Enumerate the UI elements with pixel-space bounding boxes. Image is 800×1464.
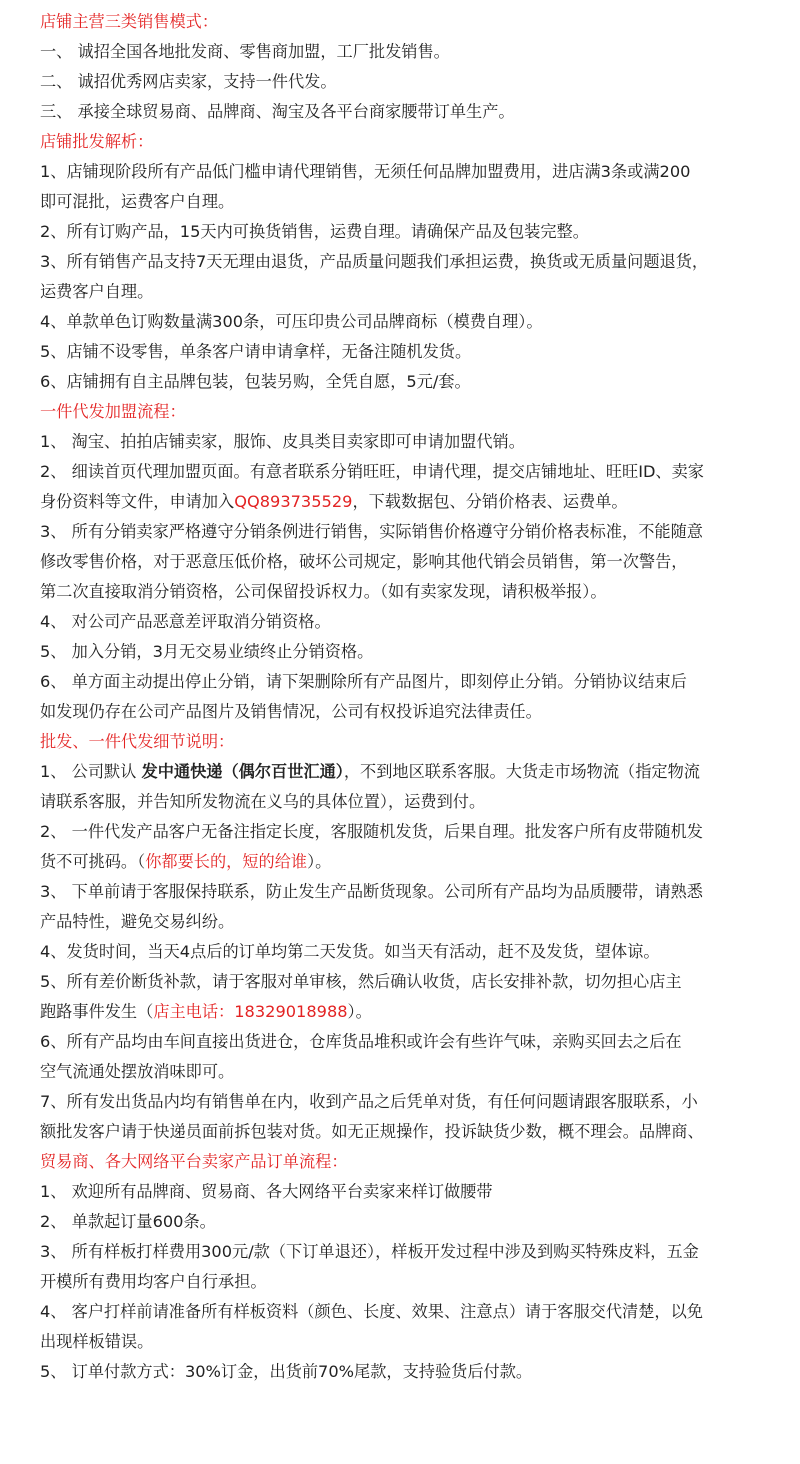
text-line: 5、 加入分销，3月无交易业绩终止分销资格。 xyxy=(40,642,374,661)
text-line: 二、 诚招优秀网店卖家，支持一件代发。 xyxy=(40,72,337,91)
text-line: 2、 一件代发产品客户无备注指定长度，客服随机发货，后果自理。批发客户所有皮带随机发 xyxy=(40,822,703,841)
text-fragment: ，不到地区联系客服。大货走市场物流（指定物流 xyxy=(343,762,700,781)
courier-name: 发中通快递（偶尔百世汇通） xyxy=(141,762,344,781)
text-line: 开模所有费用均客户自行承担。 xyxy=(40,1272,267,1291)
text-line: 2、 单款起订量600条。 xyxy=(40,1212,216,1231)
text-line: 出现样板错误。 xyxy=(40,1332,154,1351)
text-fragment: 身份资料等文件，申请加入 xyxy=(40,492,235,511)
text-line: 5、店铺不设零售，单条客户请申请拿样，无备注随机发货。 xyxy=(40,342,472,361)
section-heading-wholesale: 店铺批发解析： xyxy=(40,132,154,151)
section-heading-sales-modes: 店铺主营三类销售模式： xyxy=(40,12,219,31)
text-line: 运费客户自理。 xyxy=(40,282,154,301)
text-line xyxy=(40,852,756,872)
section-heading-dropship: 一件代发加盟流程： xyxy=(40,402,186,421)
text-line: 7、所有发出货品内均有销售单在内，收到产品之后凭单对货，有任何问题请跟客服联系，小 xyxy=(40,1092,698,1111)
text-line xyxy=(40,1002,756,1022)
text-line: 4、发货时间，当天4点后的订单均第二天发货。如当天有活动，赶不及发货，望体谅。 xyxy=(40,942,660,961)
text-line: 请联系客服，并告知所发物流在义乌的具体位置），运费到付。 xyxy=(40,792,486,811)
text-line: 产品特性，避免交易纠纷。 xyxy=(40,912,235,931)
text-fragment: 货不可挑码。（ xyxy=(40,852,146,871)
text-line: 1、店铺现阶段所有产品低门槛申请代理销售，无须任何品牌加盟费用，进店满3条或满200 xyxy=(40,162,691,181)
text-line: 6、店铺拥有自主品牌包装，包装另购，全凭自愿，5元/套。 xyxy=(40,372,471,391)
highlight-note: 你都要长的，短的给谁 xyxy=(145,852,308,871)
text-line: 2、所有订购产品，15天内可换货销售，运费自理。请确保产品及包装完整。 xyxy=(40,222,589,241)
text-line: 3、 下单前请于客服保持联系，防止发生产品断货现象。公司所有产品均为品质腰带，请熟悉 xyxy=(40,882,703,901)
text-line: 如发现仍存在公司产品图片及销售情况，公司有权投诉追究法律责任。 xyxy=(40,702,542,721)
text-line: 5、 订单付款方式：30%订金，出货前70%尾款，支持验货后付款。 xyxy=(40,1362,533,1381)
text-line: 3、 所有样板打样费用300元/款（下订单退还），样板开发过程中涉及到购买特殊皮料，五金 xyxy=(40,1242,699,1261)
text-line: 4、 对公司产品恶意差评取消分销资格。 xyxy=(40,612,331,631)
text-line: 1、 欢迎所有品牌商、贸易商、各大网络平台卖家来样订做腰带 xyxy=(40,1182,493,1201)
owner-phone: 店主电话：18329018988 xyxy=(153,1002,348,1021)
text-line: 1、 淘宝、拍拍店铺卖家，服饰、皮具类目卖家即可申请加盟代销。 xyxy=(40,432,525,451)
text-line: 空气流通处摆放消味即可。 xyxy=(40,1062,235,1081)
text-line xyxy=(40,762,756,782)
text-line: 即可混批，运费客户自理。 xyxy=(40,192,235,211)
text-line: 4、 客户打样前请准备所有样板资料（颜色、长度、效果、注意点）请于客服交代清楚，以免 xyxy=(40,1302,703,1321)
text-line: 4、单款单色订购数量满300条，可压印贵公司品牌商标（模费自理）。 xyxy=(40,312,543,331)
text-line: 一、 诚招全国各地批发商、零售商加盟，工厂批发销售。 xyxy=(40,42,450,61)
text-line: 第二次直接取消分销资格，公司保留投诉权力。（如有卖家发现，请积极举报）。 xyxy=(40,582,607,601)
text-line: 6、所有产品均由车间直接出货进仓，仓库货品堆积或许会有些许气味，亲购买回去之后在 xyxy=(40,1032,682,1051)
text-fragment: ）。 xyxy=(347,1002,372,1021)
section-heading-brand-orders: 贸易商、各大网络平台卖家产品订单流程： xyxy=(40,1152,348,1171)
text-line: 3、 所有分销卖家严格遵守分销条例进行销售，实际销售价格遵守分销价格表标准，不能随意 xyxy=(40,522,703,541)
text-line: 6、 单方面主动提出停止分销，请下架删除所有产品图片，即刻停止分销。分销协议结束后 xyxy=(40,672,687,691)
text-fragment: ）。 xyxy=(307,852,332,871)
text-line: 额批发客户请于快递员面前拆包装对货。如无正规操作，投诉缺货少数，概不理会。品牌商、 xyxy=(40,1122,704,1141)
text-line: 修改零售价格，对于恶意压低价格，破坏公司规定，影响其他代销会员销售，第一次警告， xyxy=(40,552,688,571)
text-line: 5、所有差价断货补款，请于客服对单审核，然后确认收货，店长安排补款，切勿担心店主 xyxy=(40,972,682,991)
text-fragment: 1、 公司默认 xyxy=(40,762,142,781)
text-line: 3、所有销售产品支持7天无理由退货，产品质量问题我们承担运费，换货或无质量问题退货， xyxy=(40,252,709,271)
qq-number: QQ893735529 xyxy=(234,492,353,511)
text-line xyxy=(40,492,756,512)
section-heading-details: 批发、一件代发细节说明： xyxy=(40,732,235,751)
text-line: 2、 细读首页代理加盟页面。有意者联系分销旺旺，申请代理，提交店铺地址、旺旺ID、卖家 xyxy=(40,462,704,481)
text-fragment: 跑路事件发生（ xyxy=(40,1002,154,1021)
text-line: 三、 承接全球贸易商、品牌商、淘宝及各平台商家腰带订单生产。 xyxy=(40,102,515,121)
text-fragment: ，下载数据包、分销价格表、运费单。 xyxy=(352,492,628,511)
